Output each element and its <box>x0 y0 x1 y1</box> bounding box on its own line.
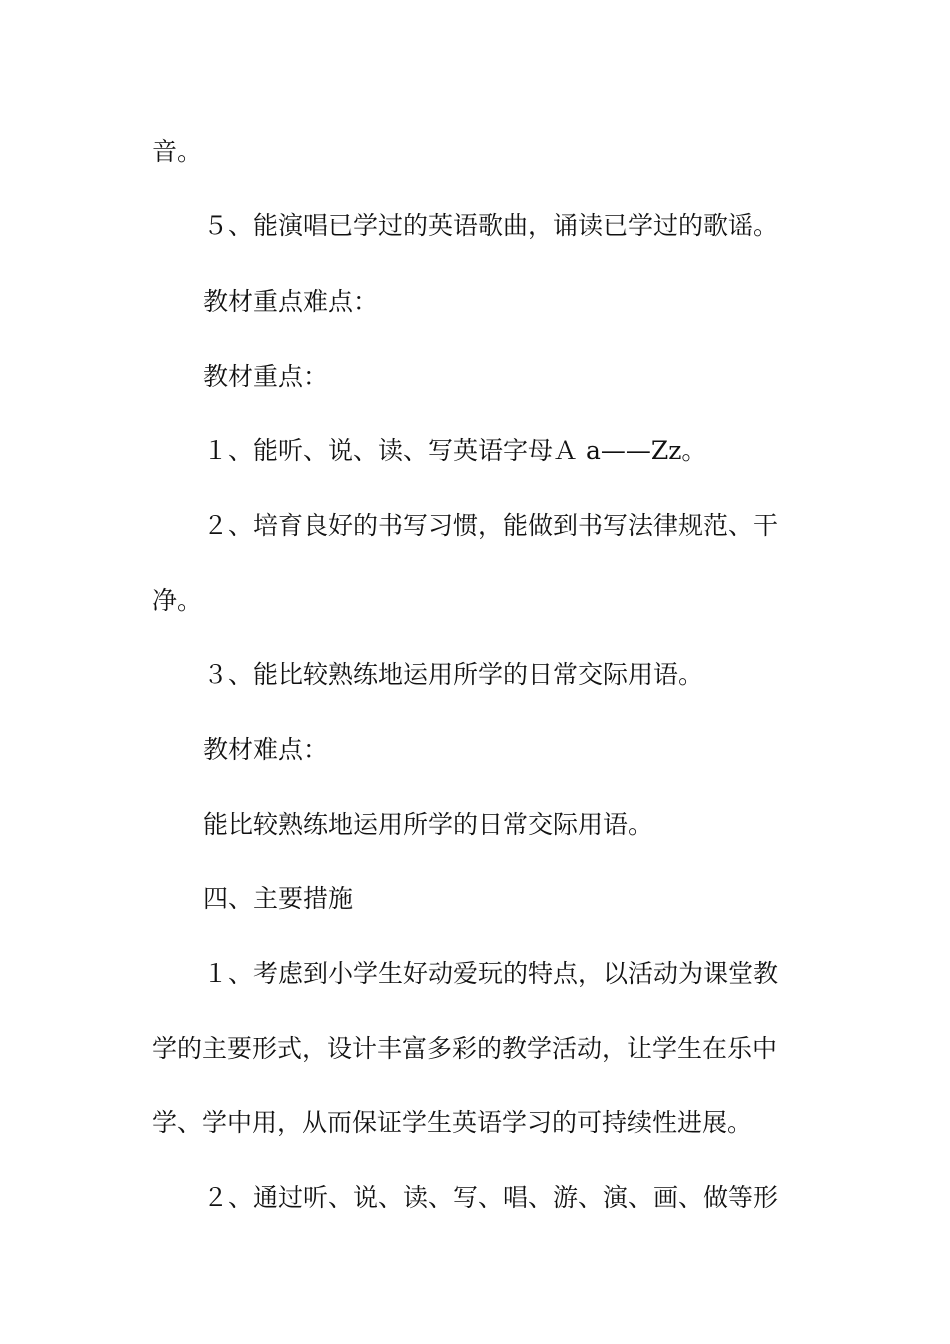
paragraph-line: 学的主要形式，设计丰富多彩的教学活动，让学生在乐中 <box>152 1034 778 1063</box>
paragraph-line: １、能听、说、读、写英语字母Ａ a——Zz。 <box>203 436 707 465</box>
paragraph-line: 学、学中用，从而保证学生英语学习的可持续性进展。 <box>152 1108 753 1137</box>
paragraph-line: ２、通过听、说、读、写、唱、游、演、画、做等形 <box>203 1183 779 1212</box>
section-heading: 四、主要措施 <box>203 884 354 913</box>
paragraph-line: 能比较熟练地运用所学的日常交际用语。 <box>203 810 654 839</box>
paragraph-line: ３、能比较熟练地运用所学的日常交际用语。 <box>203 660 704 689</box>
section-heading: 教材难点： <box>203 735 329 764</box>
paragraph-line: ５、能演唱已学过的英语歌曲，诵读已学过的歌谣。 <box>203 211 779 240</box>
paragraph-line: 音。 <box>152 137 203 166</box>
paragraph-line: 净。 <box>152 586 203 615</box>
section-heading: 教材重点： <box>203 362 329 391</box>
section-heading: 教材重点难点： <box>203 287 379 316</box>
paragraph-line: ２、培育良好的书写习惯，能做到书写法律规范、干 <box>203 511 779 540</box>
paragraph-line: １、考虑到小学生好动爱玩的特点，以活动为课堂教 <box>203 959 779 988</box>
